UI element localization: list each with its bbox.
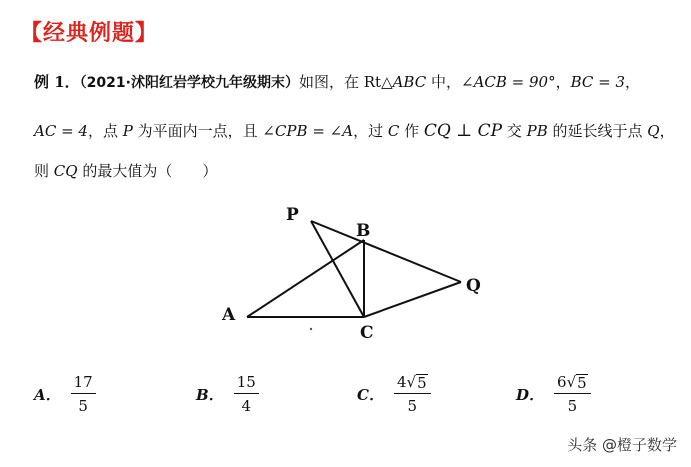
text-segment: ，过 [353,122,388,140]
radical-sign-icon: √ [406,373,417,391]
text-segment: 作 [399,122,424,140]
numerator: 15 [234,373,259,394]
geometry-figure [210,196,500,356]
center-dot [310,328,312,330]
triangle-abc: △ABC [381,73,427,91]
fraction [71,373,96,415]
text-segment: 的最大值为（ ） [77,162,218,180]
coefficient: 4 [396,373,407,391]
text-segment: 中， [426,73,461,91]
label-q: Q [466,276,481,296]
problem-source: （2021·沭阳红岩学校九年级期末） [79,75,299,91]
problem-line-2 [34,121,675,141]
example-label: 例 1． [34,73,80,91]
option-letter: A． [34,385,61,404]
radicand: 5 [417,374,427,392]
text-segment: ， [555,73,571,91]
text-segment: 交 [502,122,527,140]
fraction [394,373,431,415]
denominator: 5 [407,397,418,415]
square-root [407,373,428,391]
point-q: Q [647,122,660,140]
segment-pb: PB [526,122,548,140]
label-c: C [360,323,374,343]
answer-options [0,368,691,420]
radicand: 5 [577,374,587,392]
text-segment: ， [625,73,641,91]
label-b: B [356,221,371,241]
label-p: P [286,205,299,225]
angle-condition: ∠CPB = ∠A [262,122,354,140]
option-a[interactable] [34,368,96,420]
text-segment: 的延长线于点 [547,122,648,140]
text-segment: 则 [34,162,54,180]
denominator: 5 [78,397,88,415]
option-letter: B． [196,385,224,404]
denominator: 5 [567,397,578,415]
bc-condition: BC = 3 [570,73,626,91]
numerator [554,373,591,394]
denominator: 4 [241,397,251,415]
fraction [554,373,591,415]
segment-cq: CQ [53,162,78,180]
segment-cq [364,282,461,317]
problem-line-3 [34,161,217,181]
radical-sign-icon: √ [566,373,577,391]
numerator [394,373,431,394]
perpendicular-condition: CQ ⊥ CP [423,121,503,141]
option-c[interactable] [357,368,431,420]
text-segment: 为平面内一点，且 [132,122,263,140]
text-segment: ， [659,122,675,140]
option-d[interactable] [516,368,591,420]
segment-pq [311,221,461,282]
point-c: C [387,122,400,140]
point-p: P [122,122,133,140]
numerator: 17 [71,373,96,394]
coefficient: 6 [557,373,567,391]
angle-acb-condition: ∠ACB = 90° [461,73,556,91]
square-root [567,373,588,391]
text-segment: 如图，在 Rt [298,73,382,91]
text-segment: ，点 [87,122,123,140]
option-letter: D． [516,385,545,404]
section-heading: 【经典例题】 [20,21,159,46]
fraction [234,373,259,415]
option-letter: C． [357,385,384,404]
ac-condition: AC = 4 [34,122,88,140]
watermark: 头条 @橙子数学 [567,436,677,454]
option-b[interactable] [196,368,259,420]
problem-line-1 [34,72,640,93]
segment-ab [247,240,364,317]
label-a: A [222,305,236,325]
